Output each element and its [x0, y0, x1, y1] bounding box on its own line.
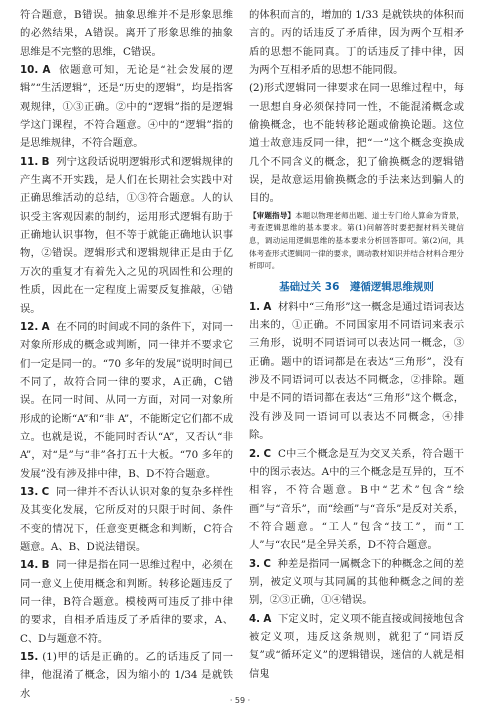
question-number: 13.	[20, 485, 39, 498]
answer-text: 下定义时，定义项不能直接或间接地包含被定义项，违反这条规则，就犯了“同语反复”或“循环定义”的逻辑错误，迷信的人就是相信鬼	[249, 612, 464, 680]
answer-item	[20, 318, 233, 483]
right-column	[249, 6, 464, 683]
question-number: 15.	[20, 651, 39, 664]
answer-text: 材料中“三角形”这一概念是通过语词表达出来的，①正确。不同国家用不同语词来表示三角形，说明不同语词可以表达同一概念，③正确。题中的语词都是在表达“三角形”，没有涉及不同语词可以表达不同概念，②排除。题中是不同的语词都在表达“三角形”这个概念，没有涉及同一语词可以表达不同概念，④排除。	[249, 300, 465, 442]
answer-text: 种差是指同一属概念下的种概念之间的差别，被定义项与其同属的其他种概念之间的差别，②③正确，①④错误。	[249, 557, 465, 607]
answer-letter: B	[41, 559, 50, 572]
answer-letter: A	[41, 320, 50, 333]
answer-item	[249, 445, 464, 555]
question-number: 3.	[249, 557, 261, 570]
answer-item	[20, 483, 233, 556]
left-column	[20, 6, 233, 703]
answer-item	[249, 298, 464, 445]
answer-letter: B	[41, 155, 50, 168]
question-number: 12.	[20, 320, 39, 333]
question-number: 4.	[249, 612, 261, 625]
page-number: · 59 ·	[229, 696, 251, 705]
answer-item	[249, 555, 464, 610]
answer-letter: C	[263, 447, 272, 460]
note-tag: 【审题指导】	[249, 210, 296, 220]
answer-letter: A	[263, 612, 272, 625]
answer-text: 符合题意，B错误。抽象思维并不是形象思维的必然结果，A错误。离开了形象思维的抽象思维是不完整的思维，C错误。	[20, 9, 233, 58]
question-number: 1.	[249, 300, 261, 313]
answer-text: C中三个概念是互为交叉关系，符合题干中的图示表达。A中的三个概念是互异的，互不相容，不符合题意。B中“艺术”包含“绘画”与“音乐”，而“绘画”与“音乐”是反对关系，不符合题意。“工人”包含“技工”，而“工人”与“农民”是全异关系，D不符合题意。	[249, 447, 464, 552]
section-title-text: 基础过关 36 遵循逻辑思维规则	[279, 280, 434, 293]
question-number: 2.	[249, 447, 261, 460]
answer-text: 依题意可知，无论是“社会发展的逻辑”“生活逻辑”，还是“历史的逻辑”，均是指客观规律，①③正确。②中的“逻辑”指的是逻辑学这门课程，不符合题意。④中的“逻辑”指的是思维规律，不符合题意。	[20, 64, 234, 150]
answer-letter: A	[263, 300, 272, 313]
answer-item	[20, 153, 233, 318]
answer-item	[20, 6, 233, 61]
answer-text: 列宁这段话说明逻辑形式和逻辑规律的产生离不开实践，是人们在长期社会实践中对正确思维活动的总结，①③符合题意。人的认识受主客观因素的制约，运用形式逻辑有助于正确地认识事物，但不等于就能正确地认识事物，②错误。逻辑形式和逻辑规律正是由于亿万次的重复才有着先入之见的巩固性和公理的性质，因此在一定程度上需要反复推敲，④错误。	[20, 155, 234, 315]
answer-text: 同一律是指在同一思维过程中，必须在同一意义上使用概念和判断。转移论题违反了同一律，B符合题意。模棱两可违反了排中律的要求，自相矛盾违反了矛盾律的要求，A、C、D与题意不符。	[20, 559, 234, 645]
right-answer-list-top	[249, 6, 464, 208]
answer-letter: A	[42, 64, 51, 77]
answer-item	[20, 556, 233, 648]
note-text: 本题以物理老师出题、道士专门给人算命为背景，考查逻辑思维的基本要求。第(1)问解答时要把握材料关键信息，调动运用逻辑思维的基本要求分析回答即可。第(2)问，具体考查形式逻辑同一律的要求，调动教材知识并结合材料合理分析即可。	[249, 210, 465, 271]
answer-letter: C	[263, 557, 271, 570]
answer-text: (1)甲的话是正确的。乙的话违反了同一律，他混淆了概念，因为缩小的 1/34 是就铁水	[20, 651, 233, 700]
left-answer-list	[20, 6, 233, 703]
section-title	[249, 279, 464, 294]
answer-text: 同一律并不否认认识对象的复杂多样性及其变化发展，它所反对的只限于时间、条件不变的情况下，任意变更概念和判断，C符合题意。A、B、D说法错误。	[20, 485, 234, 553]
question-number: 11.	[20, 155, 39, 168]
answer-text: 在不同的时间或不同的条件下，对同一对象所形成的概念或判断，同一律并不要求它们一定是同一的。“70 多年的发展”说明时间已不同了，故符合同一律的要求，A正确，C错误。在同一时间、从同一方面，对同一对象所形成的论断“A”和“非 A”，不能断定它们都不成立。也就是说，不能同时否认“A”，又否认“非 A”，对“是”与“非”各打五十大板。“70 多年的发展”没有涉及排中律，B、D不符合题意。	[20, 320, 233, 480]
answer-text: (2)形式逻辑同一律要求在同一思维过程中，每一思想自身必须保持同一性，不能混淆概念或偷换概念，也不能转移论题或偷换论题。这位道士故意违反同一律，把“一”这个概念变换成几个不同含义的概念，犯了偷换概念的逻辑错误，是故意运用偷换概念的手法来达到骗人的目的。	[249, 82, 464, 205]
answer-letter: C	[41, 485, 50, 498]
question-number: 10.	[20, 64, 39, 77]
right-answer-list-bottom	[249, 298, 464, 683]
question-number: 14.	[20, 559, 39, 572]
answer-item	[20, 61, 233, 153]
answer-item	[249, 6, 464, 79]
answer-item	[249, 79, 464, 207]
answer-item	[20, 648, 233, 703]
answer-text: 的体积而言的，增加的 1/33 是就铁块的体积而言的。丙的话违反了矛盾律，因为两个互相矛盾的思想不能同真。丁的话违反了排中律，因为两个互相矛盾的思想不能同假。	[249, 9, 465, 77]
review-guidance-note	[249, 210, 464, 273]
answer-item	[249, 610, 464, 683]
